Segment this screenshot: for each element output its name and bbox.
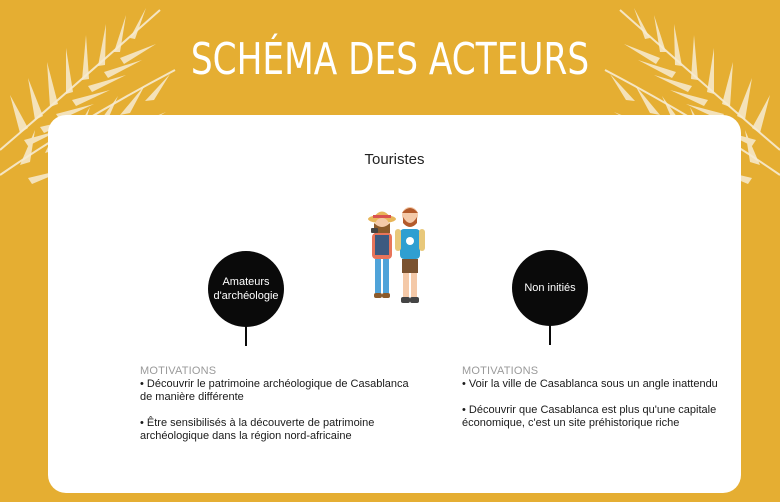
tourists-illustration-icon bbox=[362, 201, 434, 313]
motivation-item: • Découvrir le patrimoine archéologique de Casablanca de manière différente bbox=[140, 378, 409, 403]
motivations-title: MOTIVATIONS bbox=[140, 365, 217, 377]
bubble-amateurs-archeologie bbox=[208, 251, 284, 327]
bubble-label: Amateurs d'archéologie bbox=[213, 276, 279, 302]
bubble-connector-left bbox=[245, 326, 247, 346]
bubble-label: Non initiés bbox=[524, 282, 576, 294]
motivations-title: MOTIVATIONS bbox=[462, 365, 539, 377]
motivations-non-inities bbox=[462, 365, 732, 443]
page-title: SCHÉMA DES ACTEURS bbox=[190, 34, 590, 85]
bubble-non-inities bbox=[512, 250, 588, 326]
motivation-item: • Découvrir que Casablanca est plus qu'une capitale économique, c'est un site préhistorique riche bbox=[462, 404, 717, 429]
motivation-item: • Voir la ville de Casablanca sous un angle inattendu bbox=[462, 378, 718, 390]
bubble-connector-right bbox=[549, 325, 551, 345]
motivations-amateurs bbox=[140, 365, 410, 456]
actors-card bbox=[48, 115, 741, 493]
motivation-item: • Être sensibilisés à la découverte de patrimoine archéologique dans la région nord-africaine bbox=[140, 417, 375, 442]
card-heading: Touristes bbox=[364, 151, 425, 168]
